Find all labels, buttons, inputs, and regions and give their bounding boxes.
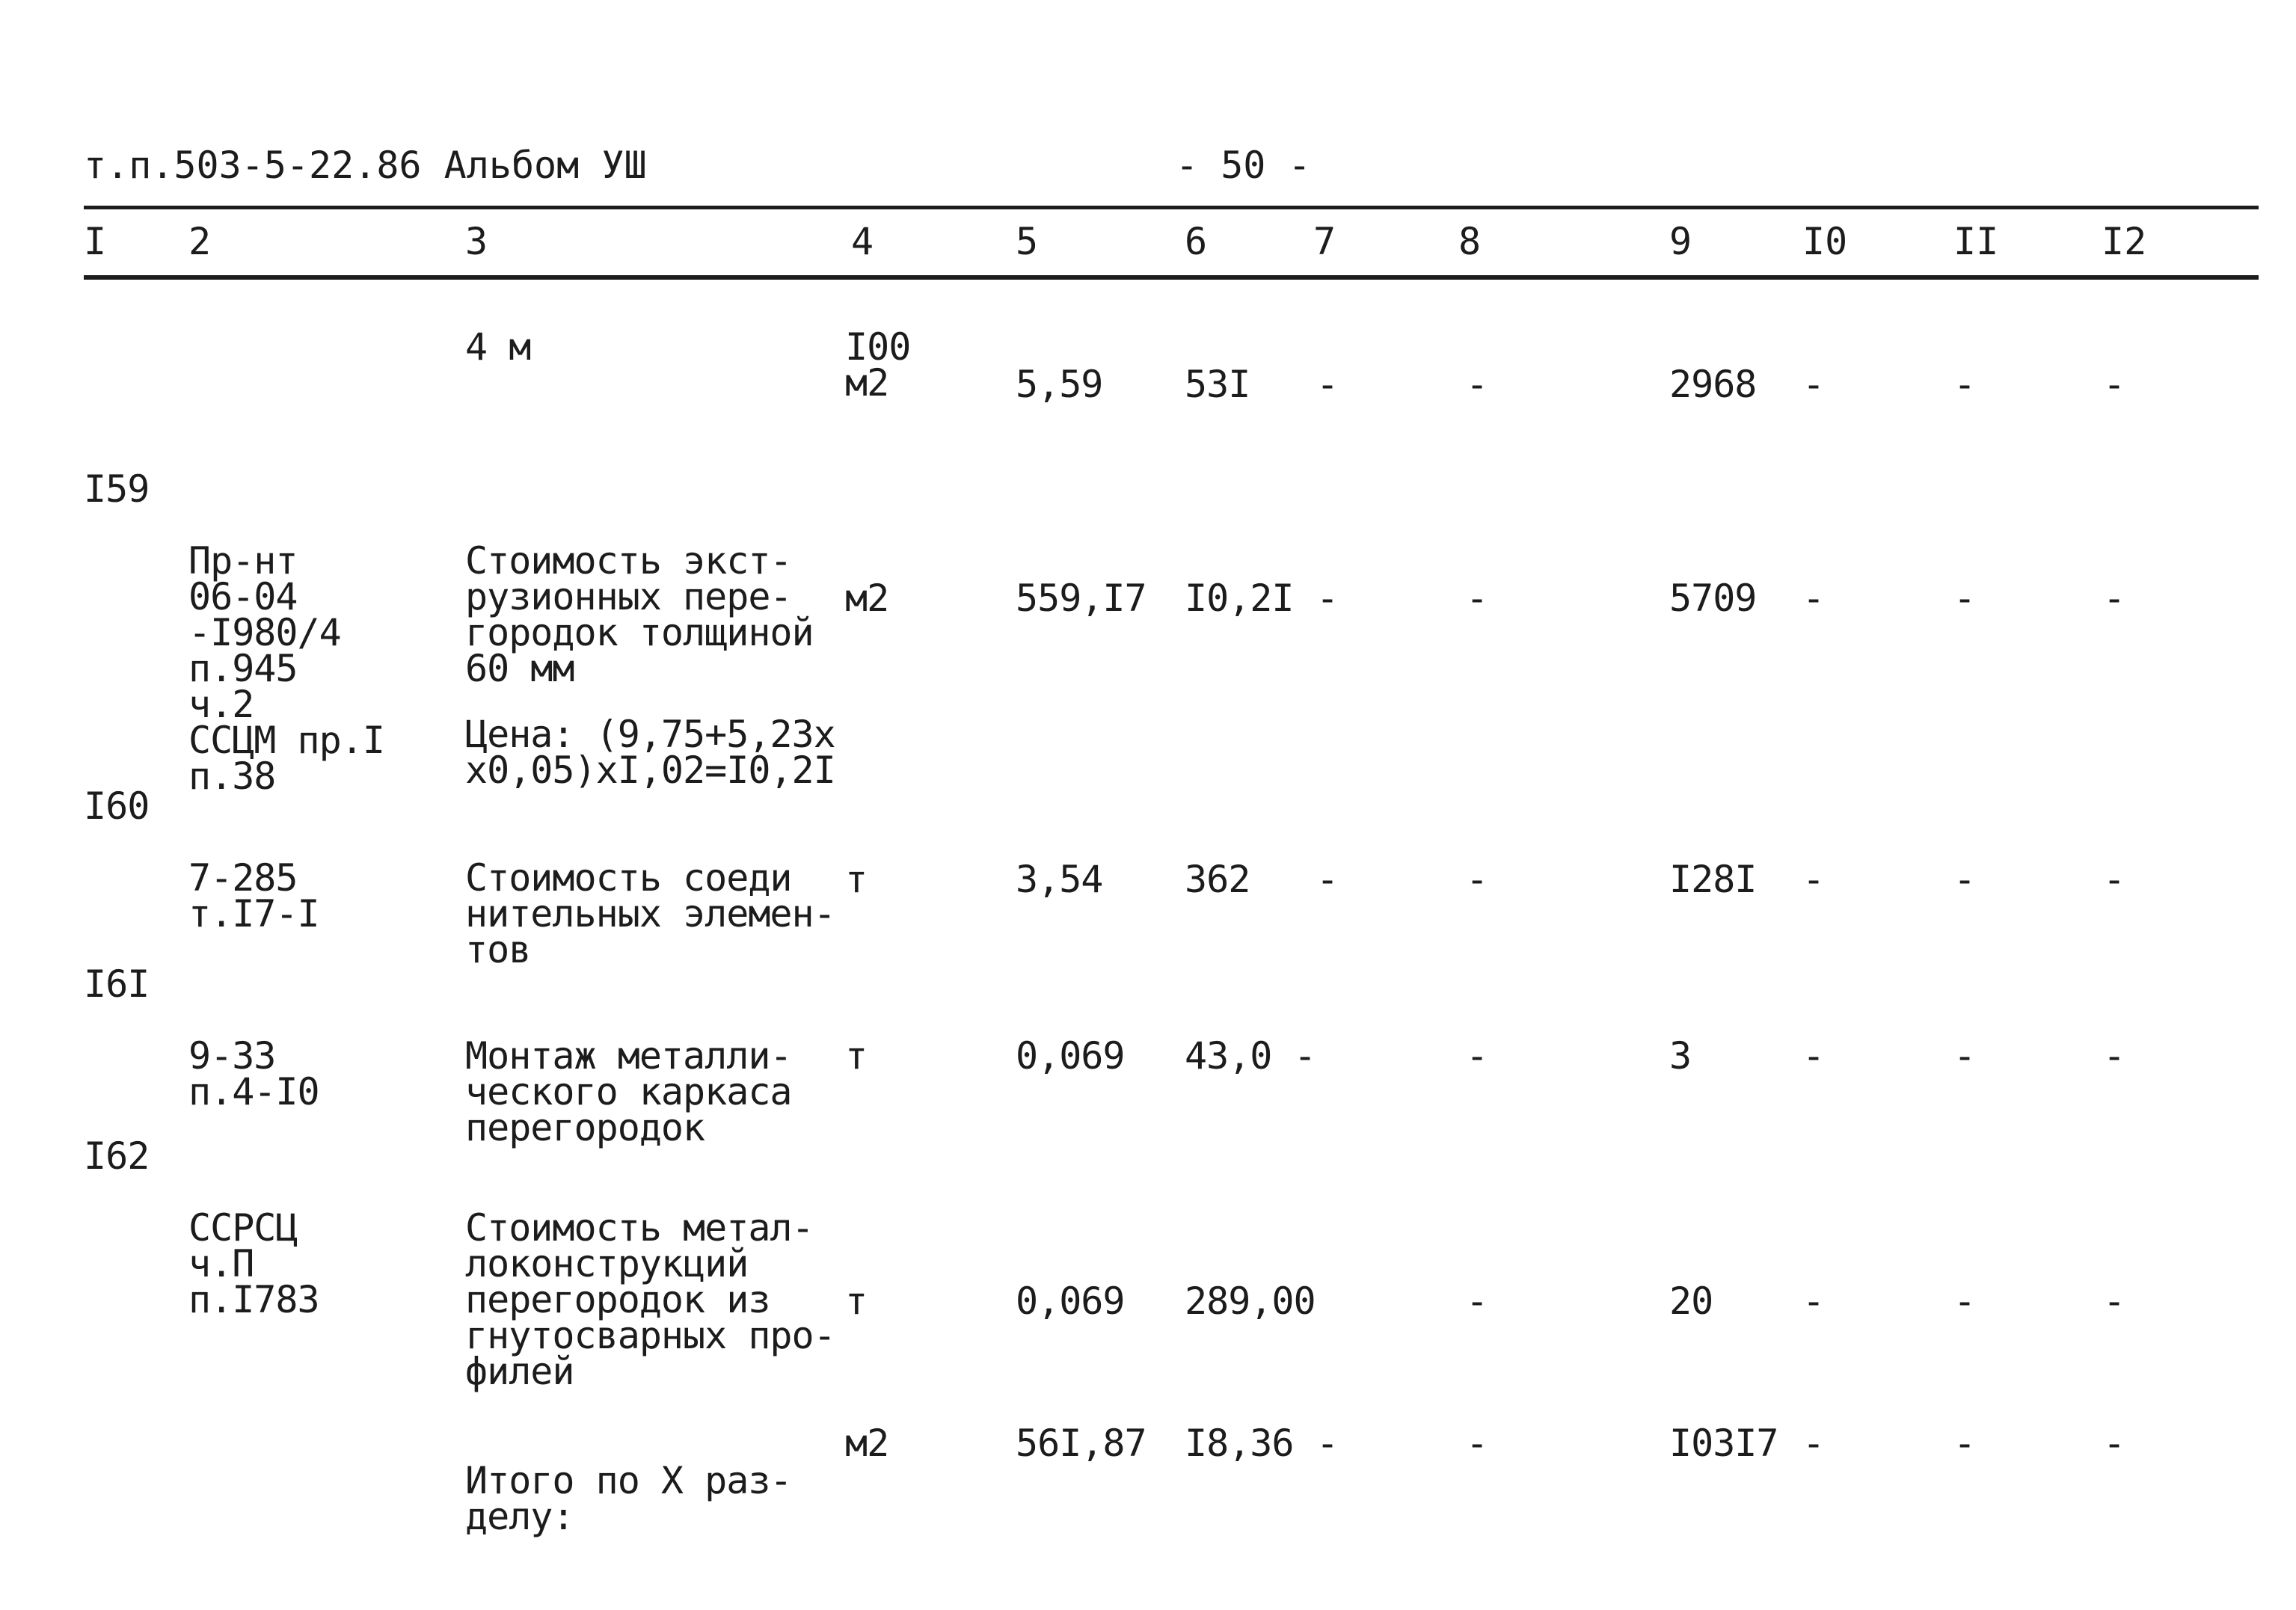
row-unit-price: I8,36 [1185,1422,1294,1465]
row-col10: - [1802,1034,1825,1078]
row-description: Стоимость экст- рузионных пере- городок толщиной 60 мм [465,539,814,690]
document-reference: т.п.503-5-22.86 Альбом УШ [84,144,647,187]
row-unit: т [845,1279,868,1323]
row-description: Стоимость соеди нительных элемен- тов [465,856,835,971]
row-number: I60 [84,784,150,828]
column-header: 3 [465,220,488,263]
row-col7: - [1294,1034,1316,1078]
row-description: 4 м [465,325,531,369]
row-col12: - [2103,1422,2125,1465]
row-description: Монтаж металли- ческого каркаса перегородок [465,1034,792,1149]
header-top-rule [84,206,2259,209]
row-col7: - [1316,858,1339,901]
column-header: 9 [1669,220,1692,263]
row-quantity: 5,59 [1016,363,1103,406]
row-quantity: 56I,87 [1016,1422,1147,1465]
row-total: 5709 [1669,577,1757,620]
column-header: 4 [851,220,874,263]
row-col11: - [1953,1422,1976,1465]
column-header: I [84,220,107,263]
row-unit: м2 [845,577,889,620]
row-unit: т [845,1034,868,1078]
page-number: - 50 - [1176,144,1311,187]
row-quantity: 0,069 [1016,1034,1125,1078]
row-number: I59 [84,467,150,511]
row-total: 2968 [1669,363,1757,406]
row-total: I03I7 [1669,1422,1778,1465]
row-col10: - [1802,858,1825,901]
column-header: II [1953,220,1999,263]
row-code: ССРСЦ ч.П п.I783 [188,1206,319,1321]
row-unit: I00 м2 [845,325,911,405]
column-header: 5 [1016,220,1039,263]
column-header: 2 [188,220,212,263]
row-number: I6I [84,962,150,1006]
row-col10: - [1802,363,1825,406]
row-total: 20 [1669,1279,1713,1323]
price-formula: Цена: (9,75+5,23х х0,05)хI,02=I0,2I [465,713,835,792]
row-col12: - [2103,363,2125,406]
row-col7: - [1316,1422,1339,1465]
row-col8: - [1466,1034,1488,1078]
row-col8: - [1466,1279,1488,1323]
row-col8: - [1466,363,1488,406]
row-unit-price: 53I [1185,363,1250,406]
column-header: 6 [1185,220,1208,263]
row-col7: - [1316,363,1339,406]
row-col11: - [1953,1279,1976,1323]
column-header: I2 [2102,220,2147,263]
row-col11: - [1953,363,1976,406]
row-total: 3 [1669,1034,1692,1078]
row-description: Стоимость метал- локонструкций перегородок из гнутосварных про- филей [465,1206,835,1393]
row-col10: - [1802,577,1825,620]
row-col8: - [1466,858,1488,901]
row-unit-price: 289,00 [1185,1279,1316,1323]
row-unit-price: I0,2I [1185,577,1294,620]
row-col12: - [2103,1034,2125,1078]
column-header: I0 [1802,220,1848,263]
row-col11: - [1953,1034,1976,1078]
row-quantity: 559,I7 [1016,577,1147,620]
row-col12: - [2103,1279,2125,1323]
column-header: 8 [1458,220,1482,263]
row-unit-price: 362 [1185,858,1250,901]
row-col10: - [1802,1279,1825,1323]
row-quantity: 0,069 [1016,1279,1125,1323]
total-label: Итого по X раз- делу: [465,1459,792,1538]
row-col11: - [1953,858,1976,901]
row-col12: - [2103,858,2125,901]
row-quantity: 3,54 [1016,858,1103,901]
row-col11: - [1953,577,1976,620]
header-bottom-rule [84,275,2259,280]
column-header: 7 [1313,220,1336,263]
row-code: 9-33 п.4-I0 [188,1034,319,1113]
row-col7: - [1316,577,1339,620]
row-unit: м2 [845,1422,889,1465]
row-code: Пр-нт 06-04 -I980/4 п.945 ч.2 ССЦМ пр.I п.38 [188,539,384,798]
row-unit-price: 43,0 [1185,1034,1272,1078]
row-col12: - [2103,577,2125,620]
row-number: I62 [84,1134,150,1178]
row-col8: - [1466,577,1488,620]
row-col10: - [1802,1422,1825,1465]
row-total: I28I [1669,858,1757,901]
row-col8: - [1466,1422,1488,1465]
row-code: 7-285 т.I7-I [188,856,319,935]
row-unit: т [845,858,868,901]
